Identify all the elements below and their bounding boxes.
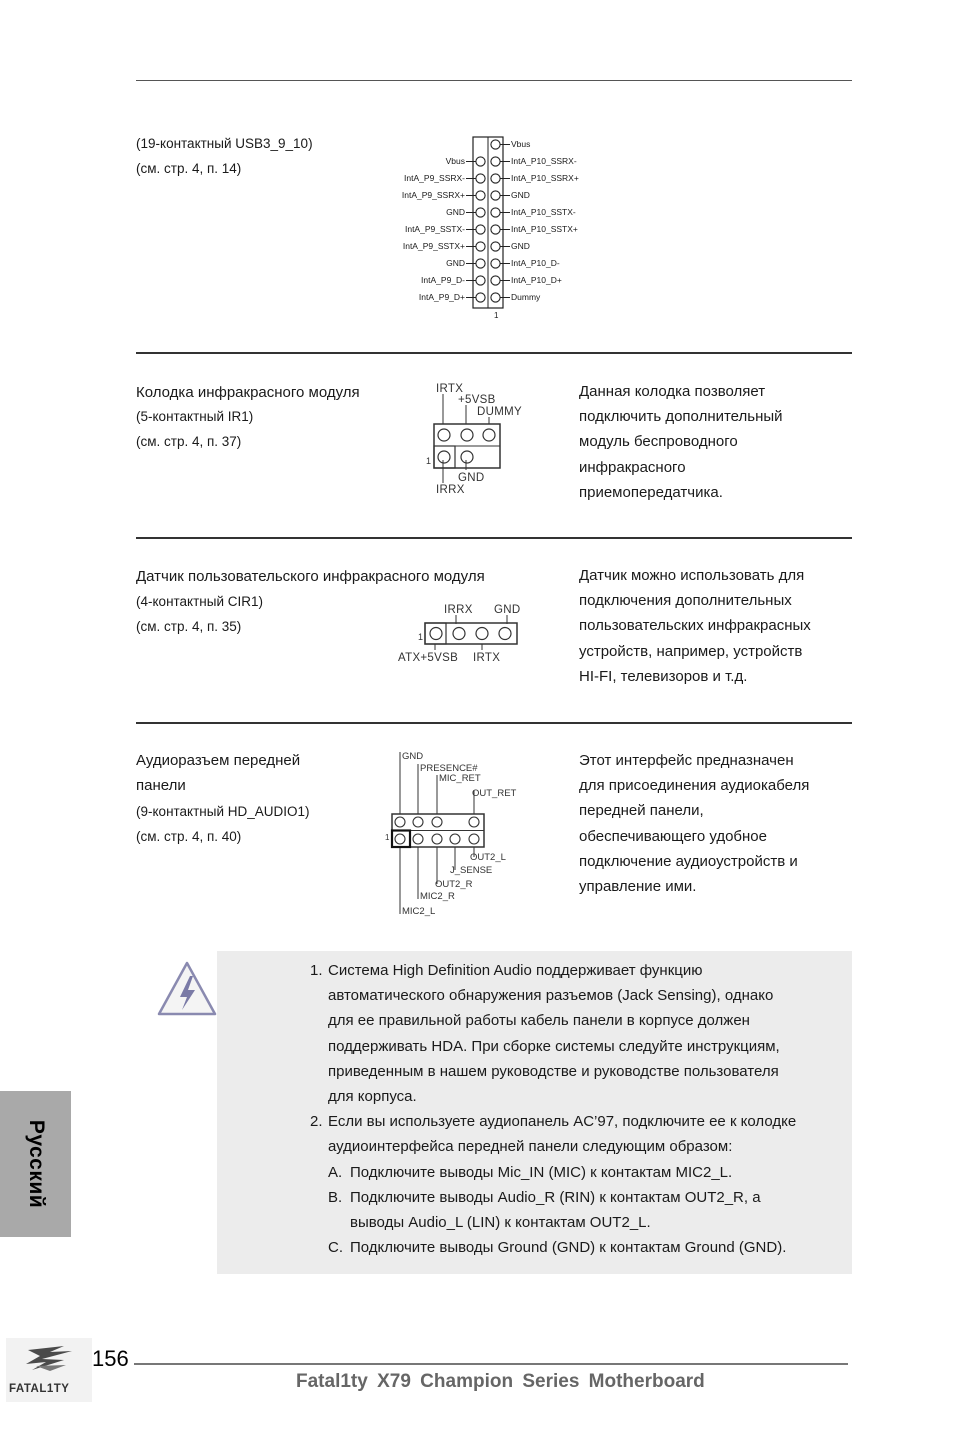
note-line: для корпуса. <box>328 1088 417 1106</box>
usb-caption <box>136 131 313 181</box>
note-line: выводы Audio_L (LIN) к контактам OUT2_L. <box>350 1214 651 1232</box>
section-divider <box>136 352 852 354</box>
note-line: Подключите выводы Ground (GND) к контактам Ground (GND). <box>350 1239 787 1257</box>
ir-desc-line: инфракрасного <box>579 458 686 476</box>
note-line: Система High Definition Audio поддерживает функцию <box>328 962 703 979</box>
usb-left-pin: Vbus <box>445 156 465 166</box>
audio-caption-1: (9-контактный HD_AUDIO1) <box>136 804 310 819</box>
note-sub-label: C. <box>328 1239 343 1257</box>
ir-title: Колодка инфракрасного модуля <box>136 384 360 401</box>
usb-left-pin: IntA_P9_D- <box>421 275 465 285</box>
footer-rule <box>134 1363 848 1365</box>
note-item-number: 1. <box>310 962 323 979</box>
cir-label-irtx: IRTX <box>473 652 501 664</box>
note-list <box>310 958 858 1260</box>
audio-title <box>136 748 300 798</box>
audio-description <box>579 748 854 899</box>
usb-right-pin: Vbus <box>511 139 531 149</box>
note-line: Подключите выводы Mic_IN (MIC) к контактам MIC2_L. <box>350 1163 733 1181</box>
note-subitem-b <box>310 1185 858 1235</box>
section-divider <box>136 722 852 724</box>
usb-caption-2: (см. стр. 4, п. 14) <box>136 161 242 176</box>
audio-label-pin1: 1 <box>385 833 390 842</box>
usb-left-pin: IntA_P9_SSRX- <box>404 173 465 183</box>
ir-label-dummy: DUMMY <box>477 406 522 418</box>
usb-right-pin: GND <box>511 241 530 251</box>
section-divider <box>136 537 852 539</box>
note-subitem-a <box>310 1160 858 1185</box>
usb-pin1-marker: 1 <box>494 311 499 320</box>
ir-caption-2: (см. стр. 4, п. 37) <box>136 434 242 449</box>
note-line: для ее правильной работы кабель панели в корпусе должен <box>328 1012 750 1030</box>
cir-desc-line: подключения дополнительных <box>579 592 792 610</box>
audio-label-mic-ret: MIC_RET <box>439 773 481 784</box>
usb-right-pin: IntA_P10_SSTX- <box>511 207 576 217</box>
audio-label-j-sense: J_SENSE <box>450 865 493 876</box>
top-rule <box>136 80 852 81</box>
page-number: 156 <box>92 1346 129 1371</box>
ir-caption <box>136 404 253 454</box>
warning-icon <box>157 960 219 1018</box>
cir-label-irrx: IRRX <box>444 604 473 616</box>
cir-desc-line: HI-FI, телевизоров и т.д. <box>579 667 748 685</box>
cir-caption <box>136 589 263 639</box>
audio-title-1: Аудиоразъем передней <box>136 752 301 769</box>
ir-desc-line: Данная колодка позволяет <box>579 383 766 400</box>
ir-desc-line: приемопередатчика. <box>579 483 723 501</box>
note-line: поддерживать HDA. При сборке системы следуйте инструкциям, <box>328 1037 780 1055</box>
usb-left-pin: IntA_P9_D+ <box>418 292 465 302</box>
ir-desc-line: модуль беспроводного <box>579 433 738 451</box>
ir-label-5vsb: +5VSB <box>458 394 496 406</box>
audio-label-out2-r: OUT2_R <box>435 879 473 890</box>
usb-left-pin: IntA_P9_SSRX+ <box>401 190 465 200</box>
language-side-label: Русский <box>25 1119 48 1209</box>
cir-caption-1: (4-контактный CIR1) <box>136 594 264 609</box>
usb-left-pin: IntA_P9_SSTX+ <box>402 241 465 251</box>
usb-left-pin: GND <box>446 207 465 217</box>
audio-desc-line: передней панели, <box>579 802 704 820</box>
ir-label-gnd: GND <box>458 472 485 484</box>
cir-description <box>579 563 854 689</box>
note-sub-label: B. <box>328 1188 343 1206</box>
note-subitem-c <box>310 1235 858 1260</box>
ir-connector-svg <box>424 380 534 496</box>
cir-desc-line: Датчик можно использовать для <box>579 567 805 584</box>
fatal1ty-logo <box>6 1338 92 1402</box>
ir-caption-1: (5-контактный IR1) <box>136 409 254 424</box>
audio-label-out2-l: OUT2_L <box>470 852 506 863</box>
usb-right-pin: IntA_P10_SSRX+ <box>511 173 579 183</box>
usb-left-pin: IntA_P9_SSTX- <box>404 224 465 234</box>
ir-label-irtx: IRTX <box>436 383 464 395</box>
audio-label-presence: PRESENCE# <box>420 763 478 774</box>
cir-label-atx5vsb: ATX+5VSB <box>398 652 459 664</box>
usb-right-pin: GND <box>511 190 530 200</box>
cir-label-pin1: 1 <box>418 632 424 642</box>
ir-desc-line: подключить дополнительный <box>579 408 783 426</box>
footer-title: Fatal1ty X79 Champion Series Motherboard <box>296 1371 705 1392</box>
ir-description <box>579 379 854 505</box>
cir-connector-svg <box>396 598 526 668</box>
audio-desc-line: подключение аудиоустройств и <box>579 852 798 870</box>
audio-caption <box>136 799 310 849</box>
note-line: Если вы используете аудиопанель AC’97, подключите ее к колодке <box>328 1113 797 1131</box>
audio-desc-line: управление ими. <box>579 878 697 896</box>
ir-label-irrx: IRRX <box>436 484 465 496</box>
usb-connector-svg <box>466 136 512 318</box>
usb-right-pin: IntA_P10_SSRX- <box>511 156 577 166</box>
note-item-1 <box>310 958 858 1109</box>
usb-caption-1: (19-контактный USB3_9_10) <box>136 136 313 151</box>
note-line: автоматического обнаружения разъемов (Jack Sensing), однако <box>328 987 774 1005</box>
audio-label-mic2-r: MIC2_R <box>420 891 455 902</box>
cir-label-gnd: GND <box>494 604 521 616</box>
fatal1ty-logo-icon <box>6 1338 92 1402</box>
usb-right-pin: IntA_P10_D- <box>511 258 560 268</box>
audio-title-2: панели <box>136 777 186 794</box>
audio-desc-line: Этот интерфейс предназначен <box>579 752 794 769</box>
audio-label-out-ret: OUT_RET <box>472 788 517 799</box>
audio-connector-svg <box>382 748 522 920</box>
audio-label-gnd: GND <box>402 751 424 762</box>
logo-wordmark: FATAL1TY <box>9 1383 70 1395</box>
audio-caption-2: (см. стр. 4, п. 40) <box>136 829 242 844</box>
audio-desc-line: для присоединения аудиокабеля <box>579 777 810 795</box>
usb-right-pin: IntA_P10_D+ <box>511 275 562 285</box>
note-sub-label: A. <box>328 1163 343 1181</box>
usb-right-pin: IntA_P10_SSTX+ <box>511 224 578 234</box>
audio-desc-line: обеспечивающего удобное <box>579 827 767 845</box>
cir-desc-line: устройств, например, устройств <box>579 642 803 660</box>
ir-label-pin1: 1 <box>426 456 432 466</box>
cir-caption-2: (см. стр. 4, п. 35) <box>136 619 242 634</box>
note-item-number: 2. <box>310 1113 323 1131</box>
audio-label-mic2-l: MIC2_L <box>402 906 436 917</box>
note-line: аудиоинтерфейса передней панели следующим образом: <box>328 1138 733 1156</box>
note-line: приведенным в нашем руководстве и руководстве пользователя <box>328 1062 779 1080</box>
note-item-2 <box>310 1109 858 1159</box>
note-line: Подключите выводы Audio_R (RIN) к контактам OUT2_R, а <box>350 1188 761 1206</box>
cir-title: Датчик пользовательского инфракрасного модуля <box>136 568 485 585</box>
usb-left-pin: GND <box>446 258 465 268</box>
cir-desc-line: пользовательских инфракрасных <box>579 617 811 635</box>
usb-right-pin: Dummy <box>511 292 541 302</box>
